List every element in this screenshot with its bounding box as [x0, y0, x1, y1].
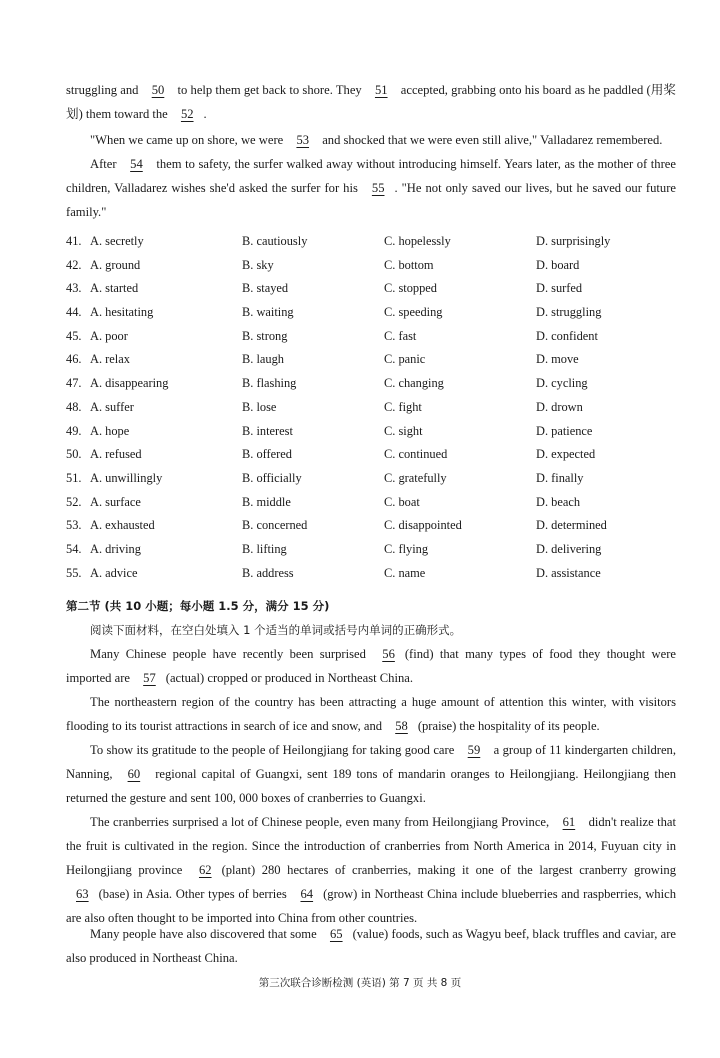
- option-a: A. advice: [90, 565, 138, 580]
- option-row: [66, 326, 666, 350]
- text: and shocked that we were even still alive," Valladarez remembered.: [322, 133, 663, 147]
- option-row: [66, 397, 666, 421]
- blank-65: 65: [329, 927, 343, 941]
- text: (find) that many types of food they thought were imported are: [66, 647, 676, 685]
- question-number: 47.: [66, 376, 82, 391]
- option-d: D. patience: [536, 423, 593, 438]
- option-c: C. sight: [384, 423, 423, 438]
- text: regional capital of Guangxi, sent 189 tons of mandarin oranges to Heilongjiang. Heilongjiang then returned the gesture and sent 100, 000 boxes of cranberries to Guangxi.: [66, 767, 677, 805]
- question-number: 52.: [66, 494, 82, 509]
- option-a: A. exhausted: [90, 518, 155, 533]
- option-c: C. flying: [384, 541, 429, 556]
- blank-56: 56: [382, 647, 395, 661]
- blank-64: 64: [300, 887, 314, 901]
- option-b: B. cautiously: [242, 234, 308, 248]
- option-a: A. poor: [90, 328, 128, 343]
- page-footer: 第三次联合诊断检测 (英语) 第 7 页 共 8 页: [258, 977, 462, 989]
- text: After: [90, 157, 117, 171]
- option-c: C. hopelessly: [384, 234, 451, 248]
- option-a: A. surface: [90, 494, 141, 509]
- option-c: C. stopped: [384, 281, 438, 296]
- question-number: 46.: [66, 352, 82, 367]
- blank-60: 60: [127, 767, 141, 781]
- question-number: 50.: [66, 447, 82, 462]
- option-b: B. address: [242, 565, 294, 580]
- option-d: D. surfed: [536, 281, 583, 296]
- option-d: D. finally: [536, 470, 584, 485]
- option-b: B. waiting: [242, 305, 294, 320]
- cloze-paragraph-3: [66, 738, 676, 810]
- text: "When we came up on shore, we were: [90, 133, 284, 147]
- blank-52: 52: [180, 107, 194, 121]
- option-b: B. flashing: [242, 376, 297, 391]
- text: The cranberries surprised a lot of Chinese people, even many from Heilongjiang Province,: [90, 815, 550, 829]
- text: accepted, grabbing onto his board as he paddled (用桨划) them toward the: [66, 83, 676, 121]
- text: (plant) 280 hectares of cranberries, making it one of the largest cranberry growing: [221, 863, 676, 877]
- text: (base) in Asia. Other types of berries: [98, 887, 287, 901]
- options-list: [66, 231, 666, 586]
- section-heading: 第二节 (共 10 小题；每小题 1.5 分，满分 15 分): [66, 599, 330, 613]
- text: a group of 11 kindergarten children, Nanning,: [66, 743, 676, 781]
- blank-61: 61: [562, 815, 576, 829]
- question-number: 49.: [66, 423, 82, 438]
- option-d: D. struggling: [536, 305, 602, 320]
- question-number: 54.: [66, 541, 82, 556]
- option-c: C. panic: [384, 352, 426, 367]
- text: .: [203, 107, 207, 121]
- option-d: D. board: [536, 257, 580, 272]
- option-a: A. unwillingly: [90, 470, 163, 485]
- section-instruction: 阅读下面材料，在空白处填入 1 个适当的单词或括号内单词的正确形式。: [90, 623, 462, 637]
- option-row: [66, 468, 666, 492]
- option-a: A. disappearing: [90, 376, 169, 391]
- option-row: [66, 563, 666, 587]
- option-row: [66, 278, 666, 302]
- text: to help them get back to shore. They: [177, 83, 362, 97]
- option-b: B. laugh: [242, 352, 284, 367]
- blank-54: 54: [130, 157, 143, 171]
- question-number: 51.: [66, 470, 82, 485]
- text: didn't realize that the fruit is cultivated in the region. Since the introduction of cranberries from North America in 2014, Fuyuan city in Heilongjiang province: [66, 815, 677, 877]
- option-row: [66, 349, 666, 373]
- text: To show its gratitude to the people of Heilongjiang for taking good care: [90, 743, 455, 757]
- blank-51: 51: [374, 83, 388, 97]
- text: (value) foods, such as Wagyu beef, black truffles and caviar, are also produced in Northeast China.: [66, 927, 676, 965]
- option-c: C. boat: [384, 494, 420, 509]
- blank-55: 55: [371, 181, 385, 195]
- option-d: D. expected: [536, 447, 596, 462]
- option-row: [66, 539, 666, 563]
- text: (actual) cropped or produced in Northeast China.: [165, 671, 413, 685]
- option-c: C. disappointed: [384, 518, 462, 533]
- option-d: D. drown: [536, 399, 583, 414]
- option-b: B. strong: [242, 328, 288, 343]
- option-d: D. surprisingly: [536, 234, 611, 248]
- blank-58: 58: [395, 719, 408, 733]
- passage-paragraph-3: [66, 152, 676, 224]
- option-row: [66, 302, 666, 326]
- option-c: C. name: [384, 565, 426, 580]
- question-number: 44.: [66, 305, 82, 320]
- question-number: 45.: [66, 328, 82, 343]
- question-number: 48.: [66, 399, 82, 414]
- text: (grow) in Northeast China include blueberries and raspberries, which are also often thought to be imported into China from other countries.: [66, 887, 676, 925]
- option-d: D. confident: [536, 328, 598, 343]
- option-b: B. sky: [242, 257, 274, 272]
- option-c: C. gratefully: [384, 470, 447, 485]
- question-number: 41.: [66, 234, 82, 248]
- option-d: D. beach: [536, 494, 581, 509]
- blank-50: 50: [151, 83, 165, 97]
- option-a: A. started: [90, 281, 139, 296]
- option-b: B. interest: [242, 423, 293, 438]
- option-a: A. ground: [90, 257, 141, 272]
- question-number: 43.: [66, 281, 82, 296]
- option-c: C. speeding: [384, 305, 443, 320]
- option-a: A. suffer: [90, 399, 134, 414]
- option-row: [66, 492, 666, 516]
- text: them to safety, the surfer walked away without introducing himself. Years later, as the mother of three children, Valladarez wishes she'd asked the surfer for his: [66, 157, 676, 195]
- option-c: C. fast: [384, 328, 417, 343]
- option-a: A. secretly: [90, 234, 144, 248]
- passage-paragraph-2: [66, 128, 676, 152]
- option-d: D. assistance: [536, 565, 601, 580]
- option-c: C. fight: [384, 399, 422, 414]
- option-b: B. middle: [242, 494, 291, 509]
- option-b: B. lose: [242, 399, 277, 414]
- option-c: C. changing: [384, 376, 444, 391]
- cloze-paragraph-2: [66, 690, 676, 738]
- blank-63: 63: [76, 887, 89, 901]
- option-d: D. move: [536, 352, 579, 367]
- option-a: A. hesitating: [90, 305, 154, 320]
- option-d: D. cycling: [536, 376, 588, 391]
- option-b: B. offered: [242, 447, 293, 462]
- text: The northeastern region of the country has been attracting a huge amount of attention this winter, with visitors flooding to its tourist attractions in search of ice and snow, and: [66, 695, 676, 733]
- text: (praise) the hospitality of its people.: [417, 719, 600, 733]
- option-b: B. officially: [242, 470, 302, 485]
- option-row: [66, 444, 666, 468]
- cloze-paragraph-1: [66, 642, 676, 690]
- text: Many Chinese people have recently been surprised: [90, 647, 366, 661]
- option-a: A. driving: [90, 541, 141, 556]
- blank-59: 59: [467, 743, 481, 757]
- question-number: 42.: [66, 257, 82, 272]
- option-row: [66, 255, 666, 279]
- question-number: 55.: [66, 565, 82, 580]
- blank-53: 53: [296, 133, 310, 147]
- text: struggling and: [66, 83, 139, 97]
- question-number: 53.: [66, 518, 82, 533]
- option-a: A. refused: [90, 447, 142, 462]
- option-c: C. bottom: [384, 257, 434, 272]
- option-c: C. continued: [384, 447, 448, 462]
- cloze-paragraph-4: [66, 810, 676, 930]
- blank-62: 62: [198, 863, 212, 877]
- passage-paragraph-1: [66, 78, 676, 126]
- option-row: [66, 515, 666, 539]
- option-d: D. determined: [536, 518, 607, 533]
- blank-57: 57: [143, 671, 156, 685]
- cloze-paragraph-5: [66, 922, 676, 970]
- option-b: B. concerned: [242, 518, 308, 533]
- option-row: [66, 231, 666, 255]
- text: . "He not only saved our lives, but he saved our future family.": [66, 181, 676, 219]
- option-a: A. hope: [90, 423, 130, 438]
- option-b: B. stayed: [242, 281, 289, 296]
- option-row: [66, 421, 666, 445]
- option-a: A. relax: [90, 352, 130, 367]
- option-row: [66, 373, 666, 397]
- text: Many people have also discovered that some: [90, 927, 317, 941]
- option-d: D. delivering: [536, 541, 602, 556]
- option-b: B. lifting: [242, 541, 287, 556]
